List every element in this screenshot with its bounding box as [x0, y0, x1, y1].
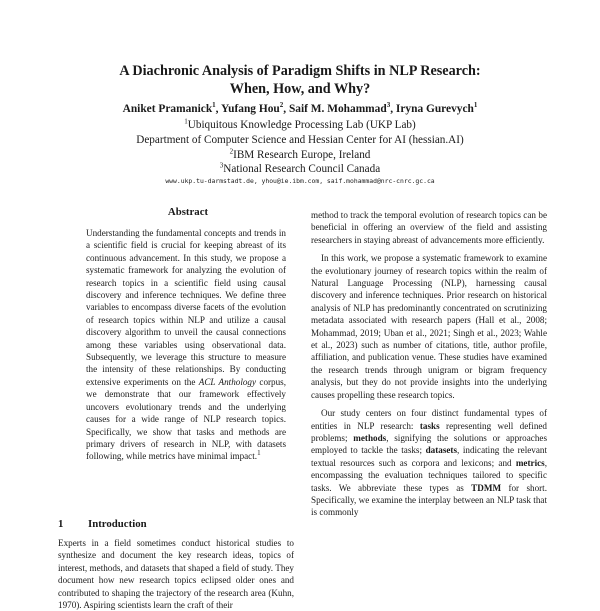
footnote-mark: 1 — [257, 449, 261, 458]
affiliation-text: Ubiquitous Knowledge Processing Lab (UKP Lab) — [187, 119, 416, 131]
paragraph-text: for short. Specifically, we examine the interplay between an NLP task that is commonly — [311, 482, 548, 518]
affiliation-line — [40, 134, 560, 146]
bold-term: methods — [353, 432, 387, 443]
bold-term: tasks — [419, 420, 440, 431]
author-affil-mark: 1 — [212, 101, 216, 110]
affil-mark: 2 — [229, 147, 234, 156]
abstract-italic-term: ACL Anthology — [198, 376, 257, 387]
title-line-2: When, How, and Why? — [229, 81, 371, 97]
bold-term: TDMM — [471, 482, 502, 493]
bold-term: datasets — [425, 445, 458, 456]
affiliation-text: Department of Computer Science and Hessian Center for AI (hessian.AI) — [136, 134, 464, 146]
section-number: 1 — [58, 518, 64, 530]
section-title: Introduction — [88, 518, 147, 530]
author-name: Saif M. Mohammad — [288, 103, 387, 115]
paragraph: In this work, we propose a systematic framework to examine the evolutionary journey of research topics within the realm of Natural Language Processing (NLP), harnessing causal discovery and inference techniques. Prior research on historical analysis of NLP has predominantly concentrated on scrutinizing metadata associated with research papers (Hall et al., 2008; Mohammad, 2019; Uban et al., 2021; Singh et al., 2023; Wahle et al., 2023) such as number of citations, title, author profile, affiliation, and publication venue. These studies have examined the research trends through unigram or bigram frequency analysis, but they do not provide insights into the underlying causes propelling these research topics. — [311, 253, 547, 400]
paper-title — [40, 62, 560, 98]
author-list: Aniket Pramanick$^1$, Yufang Hou$^2$, Saif M. Mohammad$^3$, Iryna Gurevych$^1$ — [122, 101, 478, 115]
author-affil-mark: 2 — [279, 101, 284, 110]
author-affil-mark: 1 — [473, 101, 478, 110]
abstract-body — [86, 227, 286, 463]
section-heading-introduction — [58, 518, 147, 530]
paragraph: method to track the temporal evolution of research topics can be beneficial in offering an overview of the field and assisting researchers in staying abreast of advancements more efficiently. — [311, 210, 547, 245]
abstract-heading: Abstract — [167, 206, 209, 218]
affiliation-text: National Research Council Canada — [223, 163, 381, 175]
paragraph: Experts in a field sometimes conduct historical studies to synthesize and document the key research ideas, topics of interest, methods, and datasets that shaped a field of study. They document how new research topics eclipsed older ones and contributed to shaping the trajectory of the research area (Kuhn, 1970). Aspiring scientists learn the craft of their — [58, 538, 294, 611]
abstract-text-end: corpus, we demonstrate that our framework effectively uncovers evolutionary trends and the underlying causes for a wide range of NLP research topics. Specifically, we show that tasks and methods are primary drivers of research in NLP, with datasets following, while metrics have minimal impact. — [86, 376, 287, 462]
title-line-1: A Diachronic Analysis of Paradigm Shifts in NLP Research: — [119, 63, 481, 79]
author-name: Iryna Gurevych — [395, 103, 474, 115]
author-affil-mark: 3 — [386, 101, 391, 110]
bold-term: metrics — [515, 457, 545, 468]
paragraph-text: , indicating the relevant textual resources such as corpora and lexicons; and — [311, 445, 547, 468]
paragraph-text: Our study centers on four distinct fundamental types of entities in NLP research: — [311, 408, 547, 431]
affiliation-line — [40, 163, 560, 175]
affiliation-text: IBM Research Europe, Ireland — [233, 149, 371, 161]
author-name: Aniket Pramanick — [122, 103, 213, 115]
paragraph-text: representing well defined problems; — [311, 420, 547, 443]
affil-mark: 1 — [184, 117, 188, 126]
affiliation-line — [40, 149, 560, 161]
affil-mark: 3 — [219, 161, 224, 170]
paragraph — [311, 407, 547, 519]
author-emails: www.ukp.tu-darmstadt.de, yhou@ie.ibm.com, saif.mohammad@nrc-cnrc.gc.ca — [165, 177, 435, 185]
abstract-text: Understanding the fundamental concepts and trends in a scientific field is crucial for keeping abreast of its continuous advancement. In this study, we propose a systematic framework for analyzing the evolution of research topics in a scientific field using causal discovery and inference techniques. We define three variables to encompass diverse facets of the evolution of research topics within NLP and utilize a causal discovery algorithm to unveil the causal connections among these variables using observational data. Subsequently, we leverage this structure to measure the intensity of these relationships. By conducting extensive experiments on the — [86, 228, 286, 387]
author-name: Yufang Hou — [220, 103, 280, 115]
paragraph-text: , encompassing the evaluation techniques tailored to specific tasks. We abbreviate these types as — [311, 457, 547, 493]
paragraph-text: , signifying the solutions or approaches employed to tackle the tasks; — [311, 432, 547, 456]
right-column-body — [311, 209, 547, 519]
affiliation-line — [40, 119, 560, 131]
